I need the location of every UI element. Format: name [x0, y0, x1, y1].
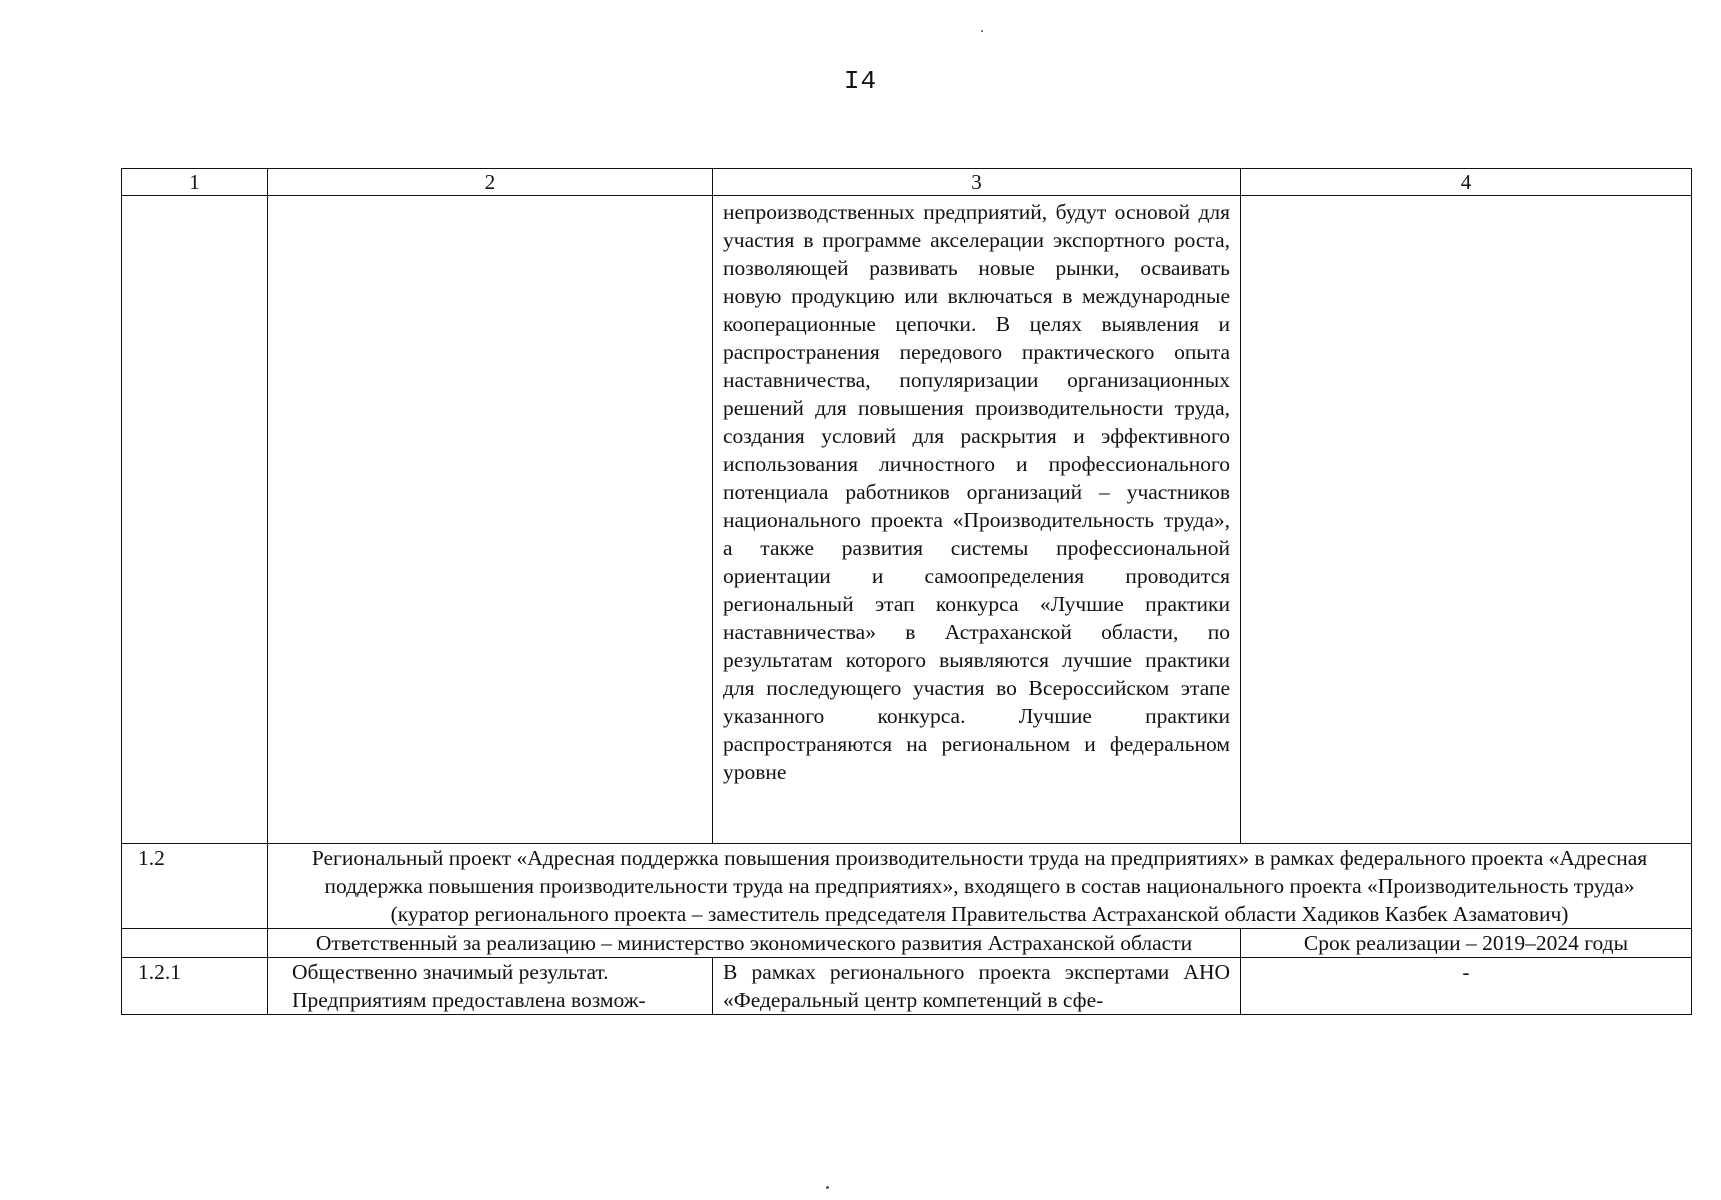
header-col-2: 2: [268, 169, 713, 196]
header-col-3: 3: [713, 169, 1241, 196]
responsible-row: [122, 929, 1692, 958]
section-title-cell: [268, 844, 1692, 929]
row-col-4: -: [1241, 958, 1692, 1015]
scan-speck: [981, 30, 983, 32]
page-number: I4: [843, 66, 878, 96]
section-curator: (куратор регионального проекта – заместитель председателя Правительства Астраханской области Хадиков Казбек Азаматович): [390, 902, 1569, 926]
continued-row: [122, 196, 1692, 844]
continued-text: непроизводственных предприятий, будут основой для участия в программе акселерации экспортного роста, позволяющей развивать новые рынки, осваивать новую продукцию или включаться в международные кооперационные цепочки. В целях выявления и распространения передового практического опыта наставничества, популяризации организационных решений для повышения производительности труда, создания условий для раскрытия и эффективного использования личностного и профессионального потенциала работников организаций – участников национального проекта «Производительность труда», а также развития системы профессиональной ориентации и самоопределения проводится региональный этап конкурса «Лучшие практики наставничества» в Астраханской области, по результатам которого выявляются лучшие практики для последующего участия во Всероссийском этапе указанного конкурса. Лучшие практики распространяются на региональном и федеральном уровне: [713, 196, 1241, 844]
continued-col-1: [122, 196, 268, 844]
row-col-2: Общественно значимый результат. Предприятиям предоставлена возмож-: [268, 958, 713, 1015]
responsible-text: Ответственный за реализацию – министерство экономического развития Астраханской области: [268, 929, 1241, 958]
continued-col-4: [1241, 196, 1692, 844]
row-number: 1.2.1: [122, 958, 268, 1015]
section-title: Региональный проект «Адресная поддержка повышения производительности труда на предприятиях» в рамках федерального проекта «Адресная поддержка повышения производительности труда на предприятиях», входящего в состав национального проекта «Производительность труда»: [311, 846, 1648, 898]
header-col-1: 1: [122, 169, 268, 196]
section-row: [122, 844, 1692, 929]
row-col-3: В рамках регионального проекта экспертами АНО «Федеральный центр компетенций в сфе-: [713, 958, 1241, 1015]
table-row: [122, 958, 1692, 1015]
table-header-row: [122, 169, 1692, 196]
responsible-col-1: [122, 929, 268, 958]
document-table: [121, 168, 1692, 1015]
section-number: 1.2: [122, 844, 268, 929]
header-col-4: 4: [1241, 169, 1692, 196]
continued-col-2: [268, 196, 713, 844]
scan-speck: [826, 1186, 829, 1189]
deadline-text: Срок реализации – 2019–2024 годы: [1241, 929, 1692, 958]
